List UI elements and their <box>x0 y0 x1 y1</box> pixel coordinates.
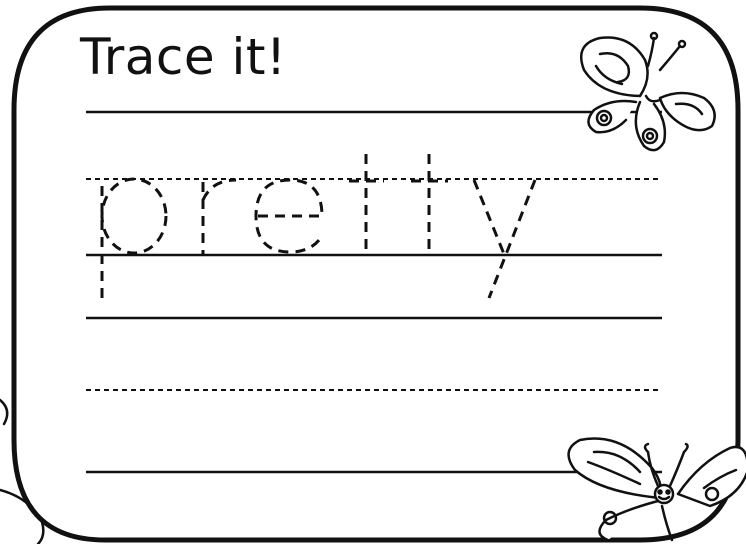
worksheet-title: Trace it! <box>80 28 287 86</box>
trace-letter-r-arm <box>203 180 236 200</box>
corner-butterfly-fragment <box>0 400 43 544</box>
trace-letter-y-left <box>474 180 504 254</box>
butterfly-icon <box>581 33 714 150</box>
trace-letter-y-right <box>489 180 535 298</box>
trace-letter-p-bowl <box>102 179 166 253</box>
trace-letters <box>102 154 535 298</box>
trace-letter-e-curve <box>256 180 322 252</box>
smiling-butterfly-icon <box>569 439 746 540</box>
